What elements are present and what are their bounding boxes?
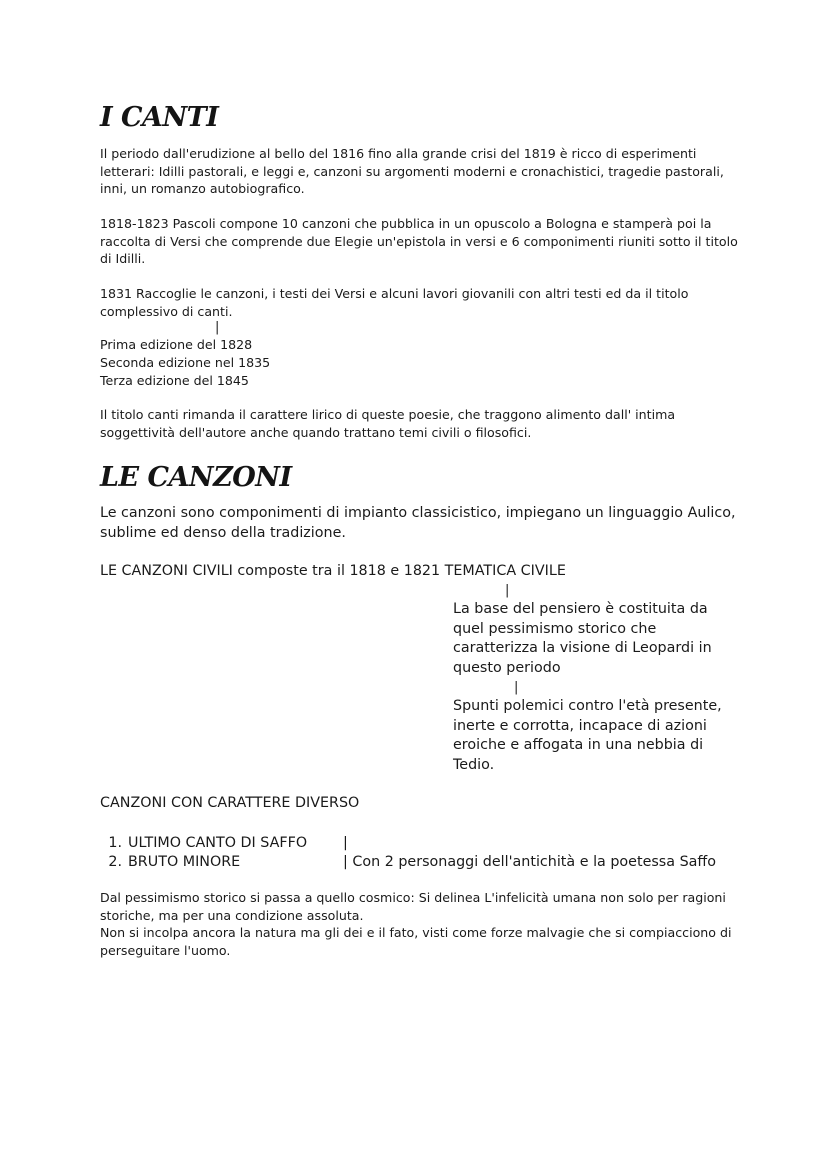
list-text: BRUTO MINORE <box>128 854 241 870</box>
paragraph-cosmico: Dal pessimismo storico si passa a quello cosmico: Si delinea L'infelicità umana non solo per ragioni storiche, ma per una condizione assoluta. <box>100 890 726 923</box>
section-title-canti: I CANTI <box>100 102 219 133</box>
connector-pipe: | <box>505 583 510 598</box>
paragraph-1831: 1831 Raccoglie le canzoni, i testi dei Versi e alcuni lavori giovanili con altri testi ed da il titolo complessivo di canti. <box>100 286 689 319</box>
note-spunti-polemici: Spunti polemici contro l'età presente, inerte e corrotta, incapace di azioni eroiche e affogata in una nebbia di Tedio. <box>453 698 722 773</box>
list-suffix: | <box>343 835 348 851</box>
connector-pipe: | <box>215 320 220 335</box>
heading-carattere-diverso: CANZONI CON CARATTERE DIVERSO <box>100 795 360 811</box>
section-title-canzoni: LE CANZONI <box>100 462 292 493</box>
connector-pipe: | <box>514 680 519 695</box>
paragraph-natura: Non si incolpa ancora la natura ma gli dei e il fato, visti come forze malvagie che si compiacciono di perseguitare l'uomo. <box>100 925 732 958</box>
list-item <box>100 833 307 853</box>
paragraph-intro: Il periodo dall'erudizione al bello del 1816 fino alla grande crisi del 1819 è ricco di esperimenti letterari: Idilli pastorali, e leggi e, canzoni su argomenti moderni e cronachistici, tragedie pastorali, inni, un romanzo autobiografico. <box>100 146 724 196</box>
list-suffix: | Con 2 personaggi dell'antichità e la poetessa Saffo <box>343 854 716 870</box>
heading-canzoni-civili: LE CANZONI CIVILI composte tra il 1818 e 1821 TEMATICA CIVILE <box>100 563 566 579</box>
edition-item: Terza edizione del 1845 <box>100 373 249 388</box>
note-pessimismo-storico: La base del pensiero è costituita da quel pessimismo storico che caratterizza la visione di Leopardi in questo periodo <box>453 601 712 676</box>
paragraph-1818: 1818-1823 Pascoli compone 10 canzoni che pubblica in un opuscolo a Bologna e stamperà poi la raccolta di Versi che comprende due Elegie un'epistola in versi e 6 componimenti riuniti sotto il titolo di Idilli. <box>100 216 738 266</box>
paragraph-canzoni-intro: Le canzoni sono componimenti di impianto classicistico, impiegano un linguaggio Aulico, sublime ed denso della tradizione. <box>100 505 736 541</box>
edition-item: Prima edizione del 1828 <box>100 337 253 352</box>
list-text: ULTIMO CANTO DI SAFFO <box>128 835 308 851</box>
edition-item: Seconda edizione nel 1835 <box>100 355 271 370</box>
list-item <box>100 852 240 872</box>
paragraph-titolo: Il titolo canti rimanda il carattere lirico di queste poesie, che traggono alimento dall' intima soggettività dell'autore anche quando trattano temi civili o filosofici. <box>100 407 676 440</box>
list-number: 2. <box>108 854 122 870</box>
list-number: 1. <box>108 835 122 851</box>
